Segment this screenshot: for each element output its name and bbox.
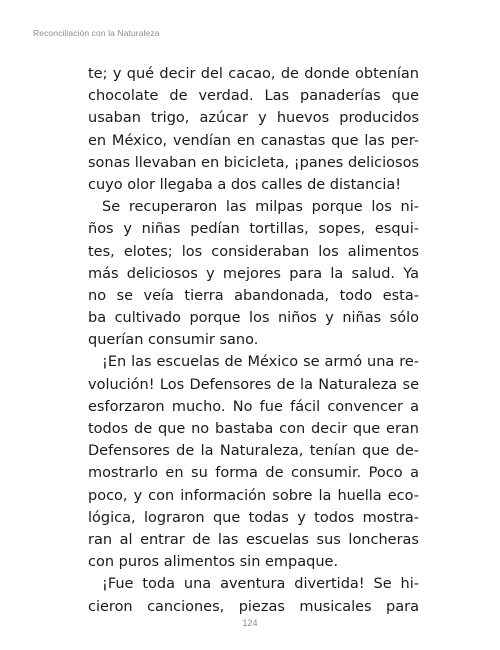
text-line: Se recuperaron las milpas porque los ni- bbox=[102, 199, 419, 216]
text-line: cuyo olor llegaba a dos calles de distancia! bbox=[88, 176, 402, 193]
text-line: ños y niñas pedían tortillas, sopes, esqui- bbox=[88, 221, 419, 238]
text-line: no se veía tierra abandonada, todo esta- bbox=[88, 287, 419, 304]
text-line: ran al entrar de las escuelas sus loncheras bbox=[88, 531, 419, 548]
text-line: con puros alimentos sin empaque. bbox=[88, 554, 339, 571]
page-number: 124 bbox=[242, 618, 258, 628]
text-line: ¡En las escuelas de México se armó una re- bbox=[102, 354, 419, 371]
text-line: volución! Los Defensores de la Naturaleza se bbox=[88, 376, 419, 393]
text-line: usaban trigo, azúcar y huevos producidos bbox=[88, 110, 419, 127]
text-line: en México, vendían en canastas que las per- bbox=[88, 132, 419, 149]
text-line: todos de que no bastaba con decir que eran bbox=[88, 421, 419, 437]
body-text bbox=[88, 63, 419, 618]
text-line: mostrarlo en su forma de consumir. Poco a bbox=[88, 465, 419, 482]
running-header: Reconciliación con la Naturaleza bbox=[33, 28, 160, 38]
text-line: querían consumir sano. bbox=[88, 332, 259, 349]
text-line: sonas llevaban en bicicleta, ¡panes deliciosos bbox=[88, 154, 419, 171]
text-line: Defensores de la Naturaleza, tenían que de- bbox=[88, 443, 419, 460]
text-line: esforzaron mucho. No fue fácil convencer a bbox=[88, 398, 419, 415]
text-line: tes, elotes; los consideraban los alimentos bbox=[88, 243, 419, 260]
text-line: cieron canciones, piezas musicales para bbox=[88, 598, 419, 615]
text-line: ba cultivado porque los niños y niñas sólo bbox=[88, 310, 419, 327]
text-line: te; y qué decir del cacao, de donde obtenían bbox=[88, 66, 419, 82]
text-line: chocolate de verdad. Las panaderías que bbox=[88, 88, 419, 105]
text-line: ¡Fue toda una aventura divertida! Se hi- bbox=[102, 576, 419, 593]
text-line: más deliciosos y mejores para la salud. Ya bbox=[88, 265, 419, 282]
text-line: lógica, lograron que todas y todos mostra- bbox=[88, 509, 419, 526]
text-line: poco, y con información sobre la huella eco- bbox=[88, 487, 419, 504]
